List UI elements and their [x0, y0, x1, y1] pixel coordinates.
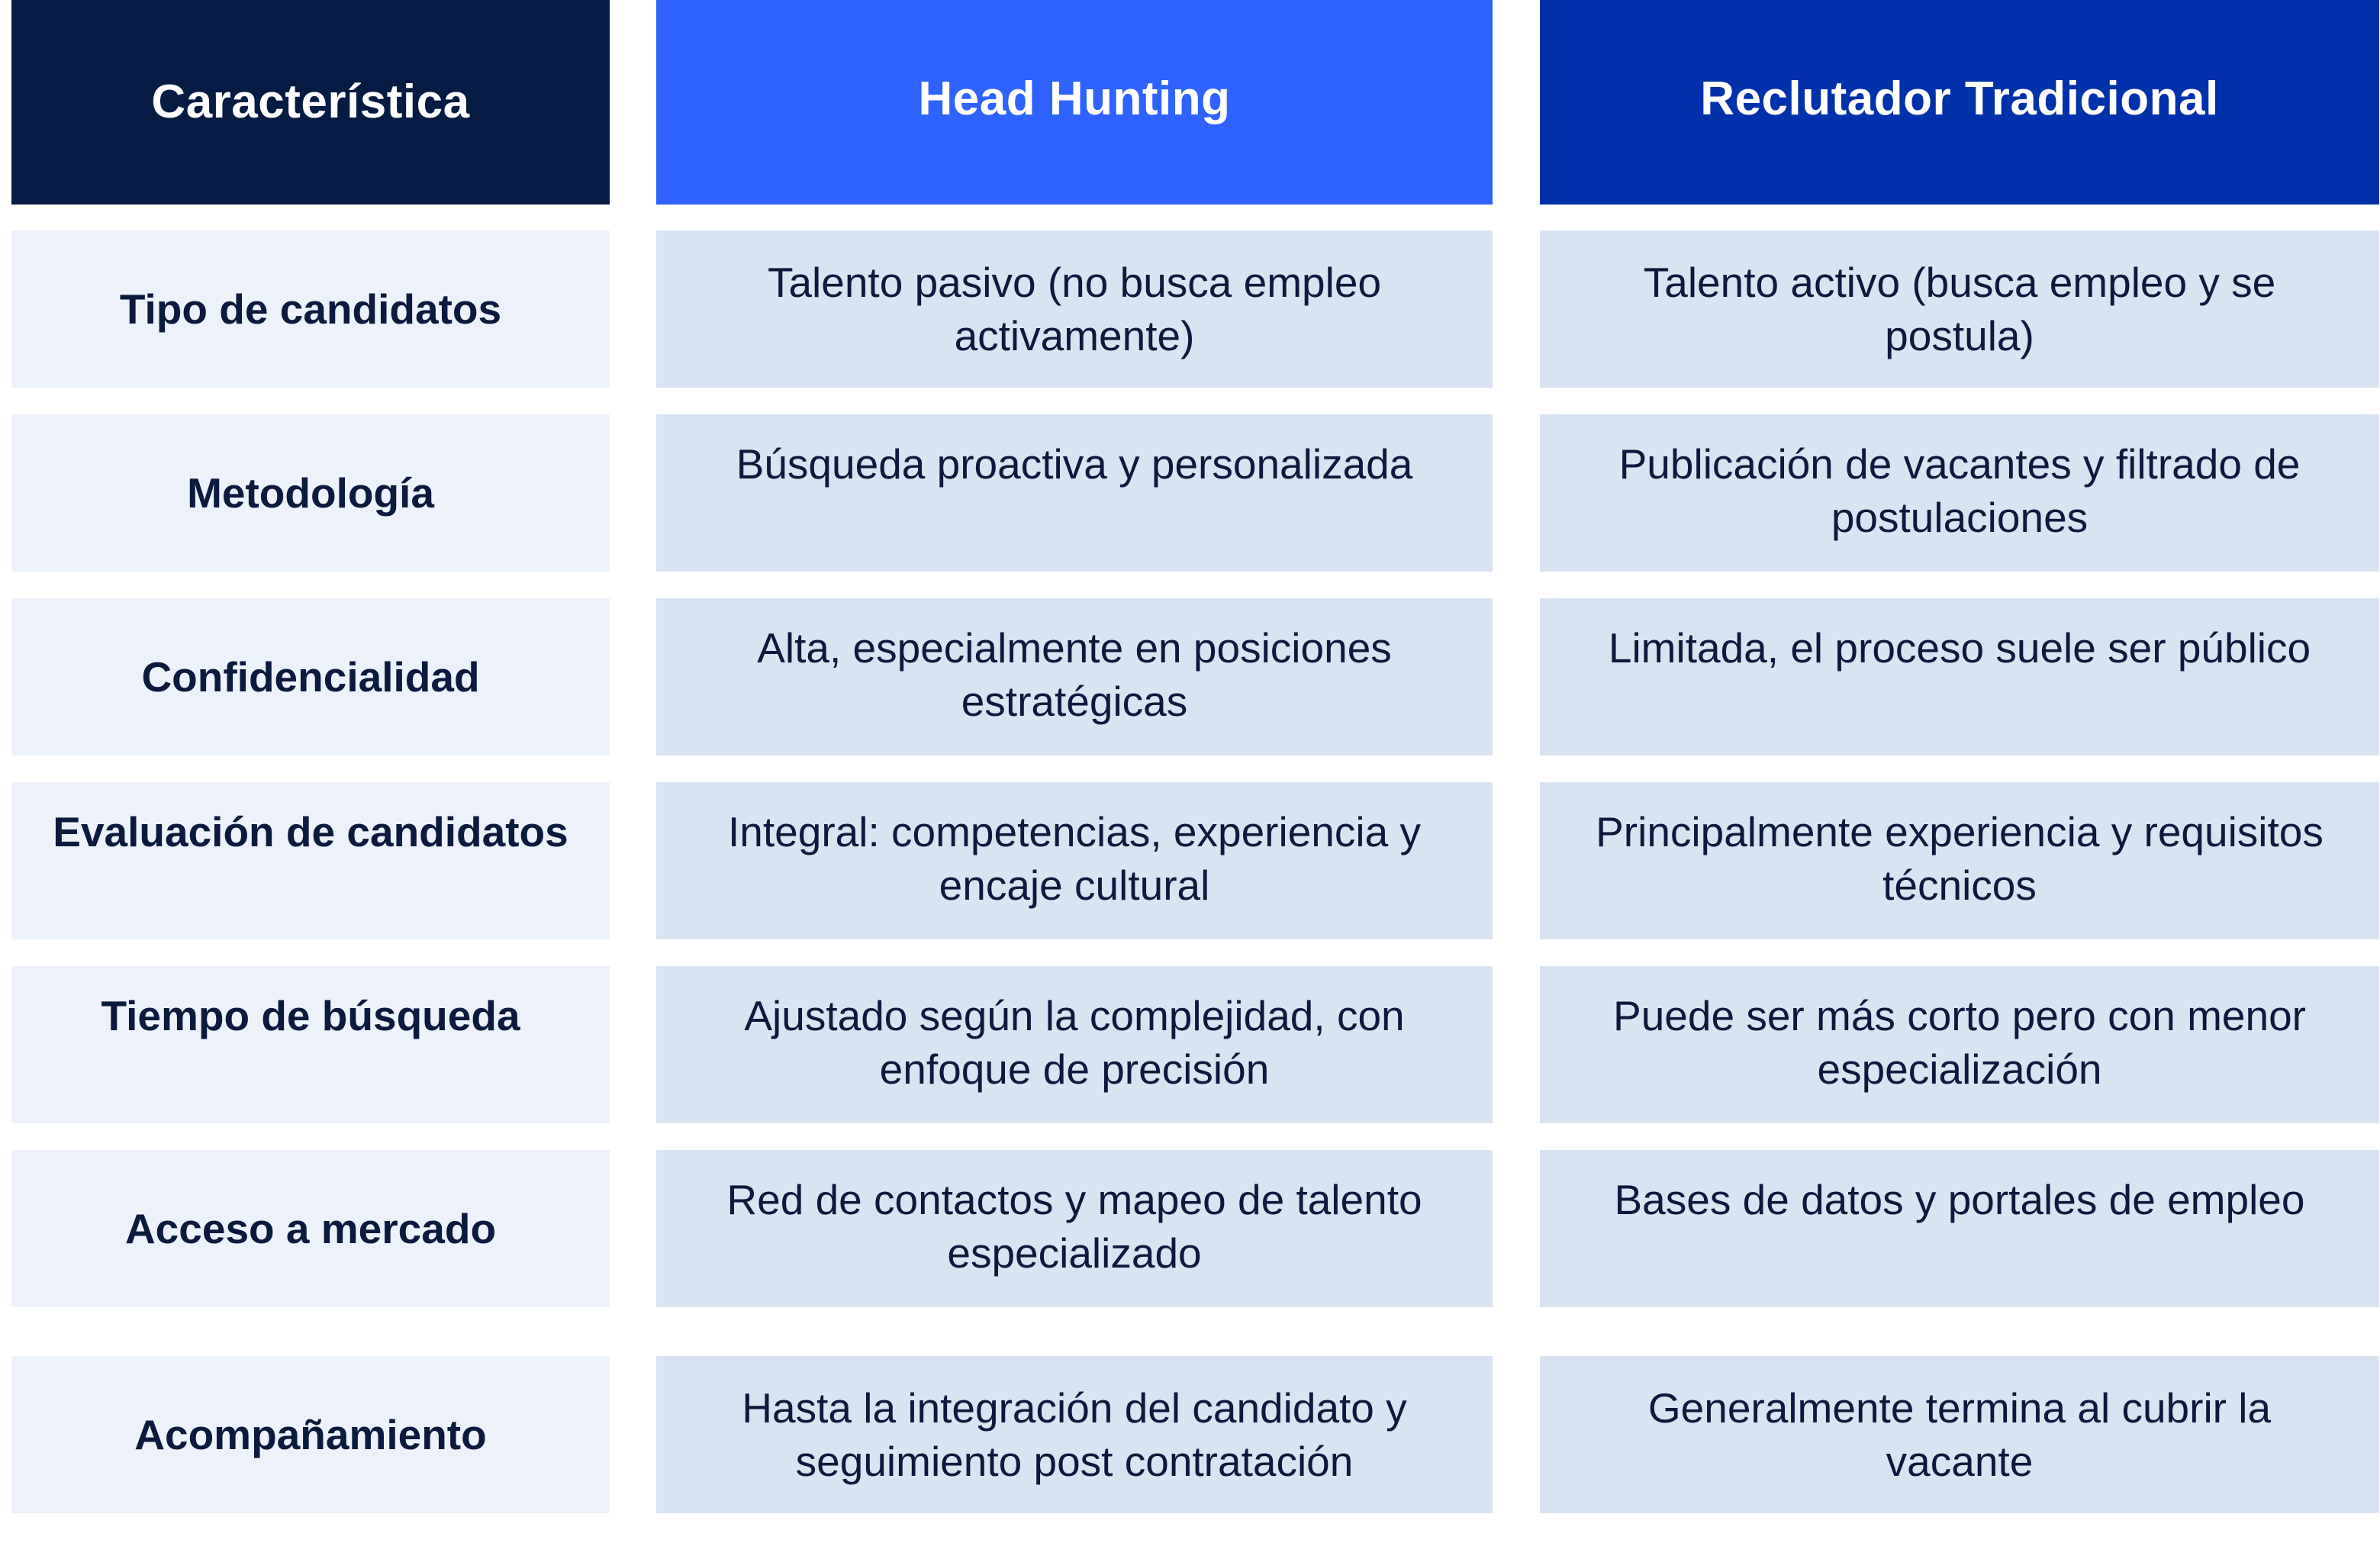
row-traditional-cell: Generalmente termina al cubrir la vacante — [1540, 1356, 2379, 1513]
row-feature-cell: Metodología — [11, 414, 610, 572]
row-head-hunting-cell: Búsqueda proactiva y personalizada — [656, 414, 1493, 572]
row-feature-cell: Acceso a mercado — [11, 1150, 610, 1307]
row-feature-cell: Tiempo de búsqueda — [11, 966, 610, 1123]
row-head-hunting-cell: Integral: competencias, experiencia y encaje cultural — [656, 782, 1493, 939]
row-feature-cell: Evaluación de candidatos — [11, 782, 610, 939]
row-traditional-cell: Principalmente experiencia y requisitos técnicos — [1540, 782, 2379, 939]
row-head-hunting-cell: Hasta la integración del candidato y seguimiento post contratación — [656, 1356, 1493, 1513]
header-feature: Característica — [11, 0, 610, 205]
row-feature-cell: Confidencialidad — [11, 598, 610, 755]
row-traditional-cell: Limitada, el proceso suele ser público — [1540, 598, 2379, 755]
row-feature-cell: Tipo de candidatos — [11, 230, 610, 388]
row-head-hunting-cell: Alta, especialmente en posiciones estratégicas — [656, 598, 1493, 755]
header-traditional: Reclutador Tradicional — [1540, 0, 2379, 205]
row-traditional-cell: Puede ser más corto pero con menor especialización — [1540, 966, 2379, 1123]
row-traditional-cell: Publicación de vacantes y filtrado de postulaciones — [1540, 414, 2379, 572]
row-head-hunting-cell: Talento pasivo (no busca empleo activamente) — [656, 230, 1493, 388]
row-traditional-cell: Talento activo (busca empleo y se postula) — [1540, 230, 2379, 388]
row-head-hunting-cell: Red de contactos y mapeo de talento especializado — [656, 1150, 1493, 1307]
row-traditional-cell: Bases de datos y portales de empleo — [1540, 1150, 2379, 1307]
header-head-hunting: Head Hunting — [656, 0, 1493, 205]
row-feature-cell: Acompañamiento — [11, 1356, 610, 1513]
row-head-hunting-cell: Ajustado según la complejidad, con enfoque de precisión — [656, 966, 1493, 1123]
